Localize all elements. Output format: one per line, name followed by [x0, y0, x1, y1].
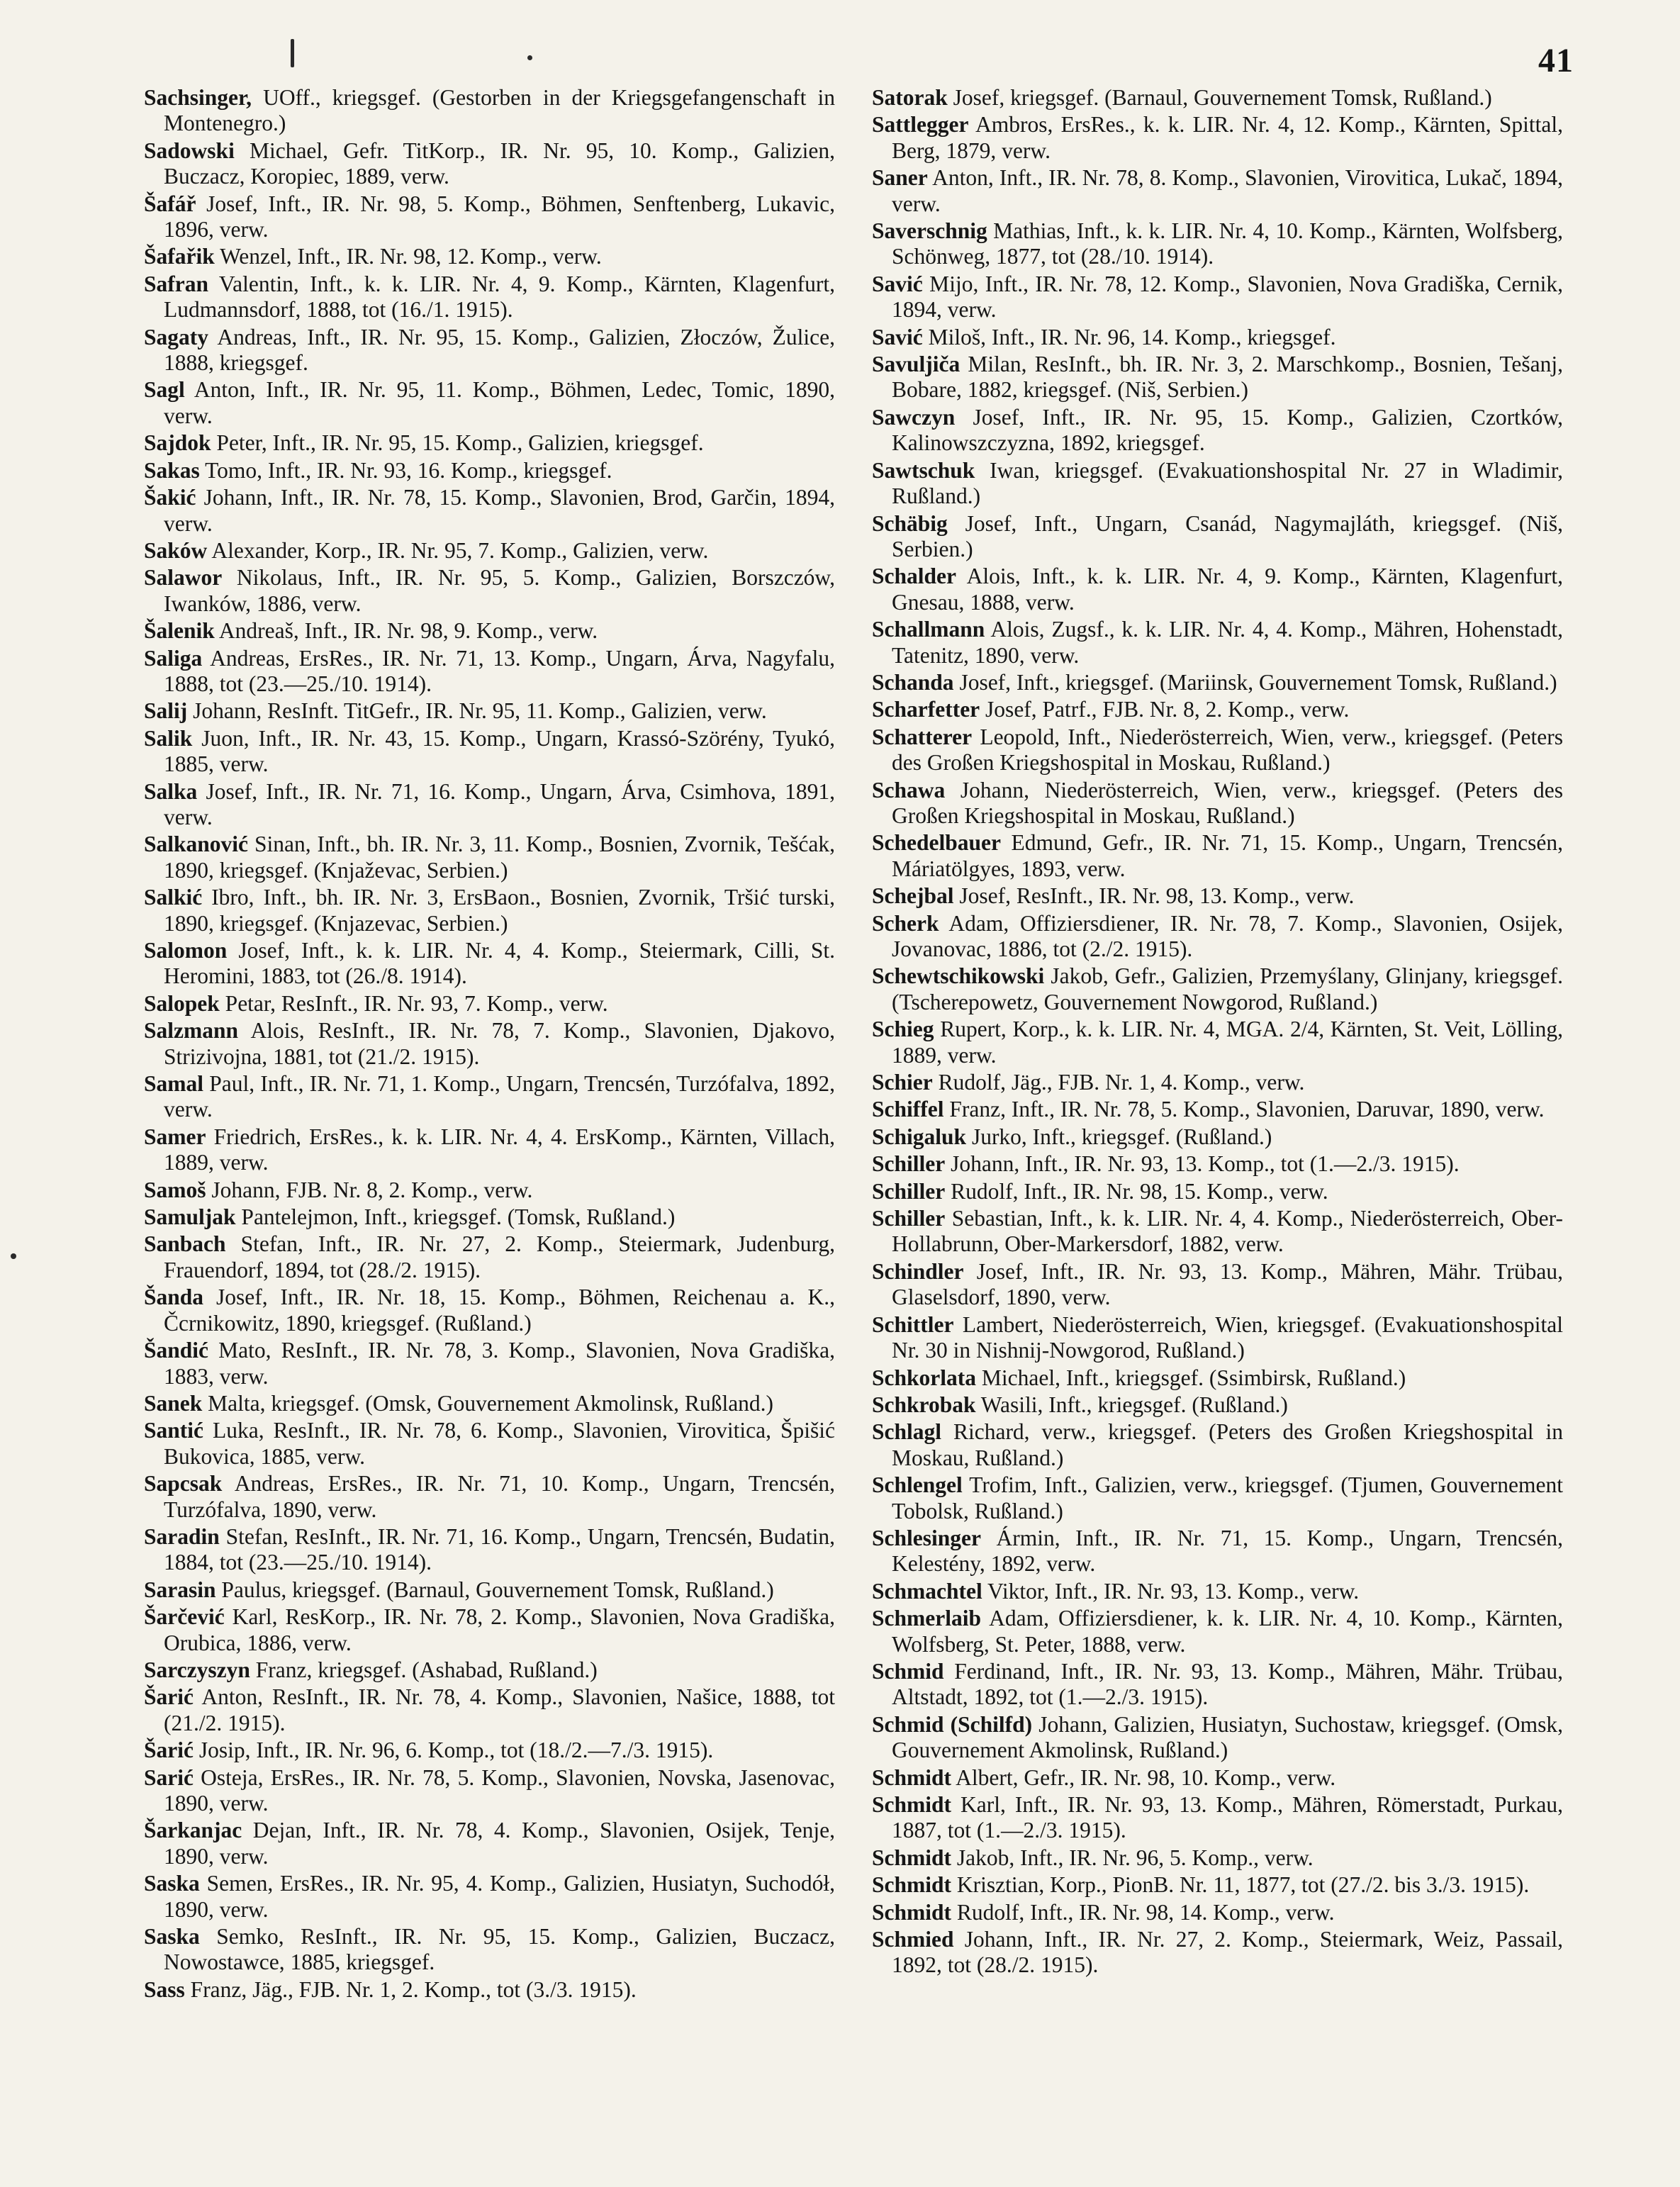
right-column: [872, 85, 1563, 1980]
entry-details: Wenzel, Inft., IR. Nr. 98, 12. Komp., verw.: [214, 244, 602, 269]
entry-details: Wasili, Inft., kriegsgef. (Rußland.): [975, 1392, 1288, 1417]
entry-surname: Šandić: [144, 1338, 209, 1363]
entry: [872, 1659, 1563, 1711]
entry-details: Edmund, Gefr., IR. Nr. 71, 15. Komp., Ungarn, Trencsén, Máriatölgyes, 1893, verw.: [892, 830, 1563, 881]
entry-surname: Schallmann: [872, 617, 985, 642]
entry-surname: Samoš: [144, 1177, 206, 1202]
entry: [872, 1259, 1563, 1311]
entry-surname: Savić: [872, 271, 923, 296]
entry-details: Josef, Inft., IR. Nr. 93, 13. Komp., Mähren, Mähr. Trübau, Glaselsdorf, 1890, verw.: [892, 1258, 1563, 1310]
entry: [144, 1818, 835, 1869]
entry: [144, 1418, 835, 1470]
entry-surname: Šanda: [144, 1285, 204, 1310]
entry: [872, 1927, 1563, 1979]
entry-details: Anton, ResInft., IR. Nr. 78, 4. Komp., Slavonien, Našice, 1888, tot (21./2. 1915).: [164, 1684, 835, 1735]
entry-surname: Saverschnig: [872, 218, 987, 244]
entry-surname: Šafařik: [144, 244, 215, 269]
entry-details: Johann, Inft., IR. Nr. 27, 2. Komp., Steiermark, Weiz, Passail, 1892, tot (28./2. 1915).: [892, 1927, 1563, 1978]
entry: [144, 618, 835, 644]
entry-surname: Schmidt: [872, 1845, 952, 1870]
entry: [144, 138, 835, 190]
entry-surname: Savuljiča: [872, 352, 961, 377]
entry-surname: Schalder: [872, 564, 957, 589]
entry: [872, 1151, 1563, 1177]
entry-surname: Šarčević: [144, 1604, 225, 1630]
entry-surname: Schmidt: [872, 1899, 952, 1925]
entry: [144, 1924, 835, 1976]
entry-surname: Samal: [144, 1071, 204, 1097]
entry: [872, 458, 1563, 510]
entry: [144, 991, 835, 1017]
entry: [872, 1124, 1563, 1150]
entry-details: Jakob, Inft., IR. Nr. 96, 5. Komp., verw.: [951, 1845, 1314, 1870]
entry-surname: Sarić: [144, 1764, 194, 1790]
entry: [872, 1845, 1563, 1871]
entry-surname: Schedelbauer: [872, 830, 1002, 856]
entry-surname: Schanda: [872, 669, 954, 695]
entry: [144, 1124, 835, 1176]
entry-surname: Schatterer: [872, 724, 973, 749]
entry-details: Richard, verw., kriegsgef. (Peters des Großen Kriegshospital in Moskau, Rußland.): [892, 1419, 1563, 1470]
entry-surname: Sarczyszyn: [144, 1657, 250, 1682]
entry-surname: Schlagl: [872, 1419, 942, 1445]
entry: [872, 697, 1563, 722]
entry-details: Juon, Inft., IR. Nr. 43, 15. Komp., Ungarn, Krassó-Szörény, Tyukó, 1885, verw.: [164, 725, 835, 777]
entry-surname: Salomon: [144, 938, 228, 963]
entry-details: Malta, kriegsgef. (Omsk, Gouvernement Akmolinsk, Rußland.): [202, 1390, 774, 1416]
entry-details: Mathias, Inft., k. k. LIR. Nr. 4, 10. Komp., Kärnten, Wolfsberg, Schönweg, 1877, tot (28./10. 1914).: [892, 218, 1563, 269]
entry-details: Mato, ResInft., IR. Nr. 78, 3. Komp., Slavonien, Nova Gradiška, 1883, verw.: [164, 1338, 835, 1389]
entry-surname: Sakas: [144, 457, 200, 483]
entry: [144, 325, 835, 376]
entry: [872, 1365, 1563, 1391]
entry-details: Viktor, Inft., IR. Nr. 93, 13. Komp., verw.: [982, 1578, 1360, 1604]
entry: [872, 85, 1563, 111]
ink-mark: [291, 39, 294, 67]
entry-details: Andreaš, Inft., IR. Nr. 98, 9. Komp., verw.: [214, 618, 598, 644]
entry-surname: Šalenik: [144, 618, 215, 644]
entry-surname: Schmidt: [872, 1764, 952, 1790]
entry: [144, 485, 835, 537]
entry: [144, 698, 835, 724]
entry-details: Andreas, Inft., IR. Nr. 95, 15. Komp., Galizien, Złoczów, Žulice, 1888, kriegsgef.: [164, 324, 835, 376]
entry-surname: Schmid (Schilfd): [872, 1711, 1033, 1737]
entry-surname: Schkrobak: [872, 1392, 976, 1417]
entry-details: Peter, Inft., IR. Nr. 95, 15. Komp., Galizien, kriegsgef.: [211, 430, 704, 456]
entry-details: Josef, Patrf., FJB. Nr. 8, 2. Komp., verw.: [980, 697, 1350, 722]
entry: [872, 1526, 1563, 1577]
entry: [872, 1765, 1563, 1791]
entry-details: Franz, Jäg., FJB. Nr. 1, 2. Komp., tot (3./3. 1915).: [184, 1976, 637, 2002]
entry-surname: Scharfetter: [872, 697, 980, 722]
entry-surname: Santić: [144, 1418, 204, 1443]
entry: [144, 565, 835, 617]
entry-details: Rupert, Korp., k. k. LIR. Nr. 4, MGA. 2/4, Kärnten, St. Veit, Lölling, 1889, verw.: [892, 1017, 1563, 1068]
entry: [144, 726, 835, 778]
entry: [872, 883, 1563, 909]
entry: [144, 1018, 835, 1070]
entry-surname: Sanek: [144, 1390, 203, 1416]
entry: [872, 511, 1563, 563]
entry-surname: Salik: [144, 725, 193, 751]
entry-surname: Schmidt: [872, 1872, 952, 1898]
entry-details: Anton, Inft., IR. Nr. 78, 8. Komp., Slavonien, Virovitica, Lukač, 1894, verw.: [892, 165, 1563, 216]
entry-details: Franz, Inft., IR. Nr. 78, 5. Komp., Slavonien, Daruvar, 1890, verw.: [943, 1097, 1545, 1122]
entry-surname: Schewtschikowski: [872, 963, 1045, 989]
entry-details: Pantelejmon, Inft., kriegsgef. (Tomsk, Rußland.): [235, 1204, 676, 1230]
entry: [144, 538, 835, 564]
entry-details: Sinan, Inft., bh. IR. Nr. 3, 11. Komp., Bosnien, Zvornik, Tešćak, 1890, kriegsgef. (Knjaževac, Serbien.): [164, 832, 835, 883]
entry-surname: Schmidt: [872, 1792, 952, 1817]
entry-details: UOff., kriegsgef. (Gestorben in der Kriegsgefangenschaft in Montenegro.): [164, 85, 835, 136]
entry: [872, 617, 1563, 669]
entry-surname: Schlesinger: [872, 1525, 981, 1550]
entry-details: Josip, Inft., IR. Nr. 96, 6. Komp., tot (18./2.—7./3. 1915).: [193, 1738, 714, 1763]
entry: [144, 272, 835, 323]
entry: [872, 325, 1563, 350]
entry-surname: Saliga: [144, 645, 203, 671]
entry: [872, 352, 1563, 403]
entry-surname: Sajdok: [144, 430, 211, 456]
entry: [144, 832, 835, 883]
entry: [872, 1097, 1563, 1122]
entry-details: Johann, Niederösterreich, Wien, verw., kriegsgef. (Peters des Großen Kriegshospital in Moskau, Rußland.): [892, 777, 1563, 828]
entry-details: Jurko, Inft., kriegsgef. (Rußland.): [966, 1124, 1272, 1149]
entry-surname: Saradin: [144, 1523, 220, 1549]
entry-details: Tomo, Inft., IR. Nr. 93, 16. Komp., kriegsgef.: [199, 457, 612, 483]
entry: [144, 1338, 835, 1389]
page-number: 41: [1538, 42, 1574, 79]
entry-surname: Schiller: [872, 1151, 946, 1177]
entry: [872, 564, 1563, 615]
entry-surname: Schittler: [872, 1311, 954, 1337]
entry-details: Rudolf, Jäg., FJB. Nr. 1, 4. Komp., verw.: [932, 1070, 1305, 1095]
entry: [144, 1471, 835, 1523]
entry: [144, 191, 835, 243]
entry-details: Josef, Inft., IR. Nr. 18, 15. Komp., Böhmen, Reichenau a. K., Čcrnikowitz, 1890, kriegsgef. (Rußland.): [164, 1285, 835, 1336]
entry-surname: Schiffel: [872, 1097, 944, 1122]
entry-details: Johann, Galizien, Husiatyn, Suchostaw, kriegsgef. (Omsk, Gouvernement Akmolinsk, Rußland.): [892, 1711, 1563, 1763]
entry-details: Paulus, kriegsgef. (Barnaul, Gouvernement Tomsk, Rußland.): [215, 1577, 774, 1602]
entry: [144, 430, 835, 456]
entry-surname: Schawa: [872, 777, 946, 802]
entry-details: Rudolf, Inft., IR. Nr. 98, 15. Komp., verw.: [945, 1178, 1328, 1204]
entry-surname: Schier: [872, 1070, 933, 1095]
entry-surname: Salopek: [144, 990, 220, 1016]
entry-details: Krisztian, Korp., PionB. Nr. 11, 1877, tot (27./2. bis 3./3. 1915).: [951, 1872, 1530, 1898]
entry-surname: Schmid: [872, 1658, 944, 1684]
entry: [872, 405, 1563, 457]
entry-details: Luka, ResInft., IR. Nr. 78, 6. Komp., Slavonien, Virovitica, Špišić Bukovica, 1885, verw.: [164, 1418, 835, 1469]
entry-surname: Schlengel: [872, 1472, 963, 1498]
entry-details: Johann, Inft., IR. Nr. 93, 13. Komp., tot (1.—2./3. 1915).: [945, 1151, 1460, 1177]
entry-surname: Saner: [872, 165, 928, 191]
entry-details: Josef, Inft., IR. Nr. 71, 16. Komp., Ungarn, Árva, Csimhova, 1891, verw.: [164, 778, 835, 829]
entry: [872, 1900, 1563, 1925]
entry-details: Mijo, Inft., IR. Nr. 78, 12. Komp., Slavonien, Nova Gradiška, Cernik, 1894, verw.: [892, 271, 1563, 323]
entry-details: Michael, Gefr. TitKorp., IR. Nr. 95, 10. Komp., Galizien, Buczacz, Koropiec, 1889, verw.: [164, 138, 835, 189]
entry: [144, 1684, 835, 1736]
entry-details: Adam, Offiziersdiener, IR. Nr. 78, 7. Komp., Slavonien, Osijek, Jovanovac, 1886, tot (2./2. 1915).: [892, 910, 1563, 961]
entry-surname: Sattlegger: [872, 112, 969, 138]
entry: [872, 1472, 1563, 1524]
entry-surname: Sawtschuk: [872, 457, 975, 483]
entry-surname: Schieg: [872, 1017, 934, 1042]
entry-details: Franz, kriegsgef. (Ashabad, Rußland.): [250, 1657, 598, 1682]
entry-details: Trofim, Inft., Galizien, verw., kriegsgef. (Tjumen, Gouvernement Tobolsk, Rußland.): [892, 1472, 1563, 1523]
entry: [144, 938, 835, 990]
entry-details: Ármin, Inft., IR. Nr. 71, 15. Komp., Ungarn, Trencsén, Kelestény, 1892, verw.: [892, 1525, 1563, 1577]
left-column: [144, 85, 835, 2004]
entry-details: Johann, FJB. Nr. 8, 2. Komp., verw.: [206, 1177, 533, 1202]
entry-details: Ferdinand, Inft., IR. Nr. 93, 13. Komp., Mähren, Mähr. Trübau, Altstadt, 1892, tot (1.—2./3. 1915).: [892, 1658, 1563, 1710]
entry-details: Leopold, Inft., Niederösterreich, Wien, verw., kriegsgef. (Peters des Großen Kriegshospital in Moskau, Rußland.): [892, 724, 1563, 776]
entry-surname: Scherk: [872, 910, 939, 936]
entry-details: Josef, kriegsgef. (Barnaul, Gouvernement Tomsk, Rußland.): [947, 85, 1492, 110]
entry-surname: Salawor: [144, 565, 223, 591]
entry: [144, 377, 835, 429]
entry-details: Alois, Inft., k. k. LIR. Nr. 4, 9. Komp., Kärnten, Klagenfurt, Gnesau, 1888, verw.: [892, 564, 1563, 615]
entry-surname: Salka: [144, 778, 198, 804]
entry-details: Osteja, ErsRes., IR. Nr. 78, 5. Komp., Slavonien, Novska, Jasenovac, 1890, verw.: [164, 1764, 835, 1816]
entry-surname: Saków: [144, 537, 208, 563]
entry-details: Johann, Inft., IR. Nr. 78, 15. Komp., Slavonien, Brod, Garčin, 1894, verw.: [164, 485, 835, 536]
entry: [872, 165, 1563, 217]
entry-surname: Sass: [144, 1976, 185, 2002]
entry: [872, 911, 1563, 963]
entry: [872, 1070, 1563, 1095]
entry-details: Josef, Inft., IR. Nr. 95, 15. Komp., Galizien, Czortków, Kalinowszczyzna, 1892, kriegsgef.: [892, 404, 1563, 456]
entry: [872, 1392, 1563, 1418]
entry-details: Paul, Inft., IR. Nr. 71, 1. Komp., Ungarn, Trencsén, Turzófalva, 1892, verw.: [164, 1071, 835, 1122]
entry-surname: Sagl: [144, 377, 185, 403]
entry-details: Albert, Gefr., IR. Nr. 98, 10. Komp., verw.: [951, 1764, 1336, 1790]
entry: [872, 1419, 1563, 1471]
entry-details: Friedrich, ErsRes., k. k. LIR. Nr. 4, 4. ErsKomp., Kärnten, Villach, 1889, verw.: [164, 1124, 835, 1175]
entry: [144, 1231, 835, 1283]
entry: [144, 458, 835, 483]
entry-surname: Sawczyn: [872, 404, 956, 430]
entry: [872, 1872, 1563, 1898]
ink-dot: [527, 55, 532, 60]
entry: [872, 963, 1563, 1015]
entry-surname: Schmerlaib: [872, 1606, 981, 1631]
entry-details: Anton, Inft., IR. Nr. 95, 11. Komp., Böhmen, Ledec, Tomic, 1890, verw.: [164, 377, 835, 428]
ink-dot: [11, 1253, 16, 1259]
entry-details: Stefan, ResInft., IR. Nr. 71, 16. Komp., Ungarn, Trencsén, Budatin, 1884, tot (23.—25./10. 1914).: [164, 1523, 835, 1575]
entry-details: Stefan, Inft., IR. Nr. 27, 2. Komp., Steiermark, Judenburg, Frauendorf, 1894, tot (28./2. 1915).: [164, 1231, 835, 1282]
entry-details: Michael, Inft., kriegsgef. (Ssimbirsk, Rußland.): [976, 1365, 1406, 1390]
entry-details: Sebastian, Inft., k. k. LIR. Nr. 4, 4. Komp., Niederösterreich, Ober-Hollabrunn, Ober-Markersdorf, 1882, verw.: [892, 1206, 1563, 1257]
entry: [872, 670, 1563, 695]
entry: [872, 1312, 1563, 1364]
entry-surname: Saska: [144, 1924, 200, 1950]
entry-surname: Sagaty: [144, 324, 209, 349]
entry-surname: Salij: [144, 698, 188, 724]
entry: [144, 885, 835, 936]
entry-surname: Savić: [872, 324, 923, 349]
entry-details: Iwan, kriegsgef. (Evakuationshospital Nr. 27 in Wladimir, Rußland.): [892, 457, 1563, 509]
entry: [872, 1017, 1563, 1068]
entry: [144, 1604, 835, 1656]
entry: [144, 1765, 835, 1817]
entry: [144, 1178, 835, 1203]
entry-surname: Salzmann: [144, 1018, 239, 1044]
entry-surname: Sarasin: [144, 1577, 216, 1602]
entry-surname: Schejbal: [872, 883, 954, 909]
entry-details: Ibro, Inft., bh. IR. Nr. 3, ErsBaon., Bosnien, Zvornik, Tršić turski, 1890, kriegsgef. (Knjazevac, Serbien.): [164, 885, 835, 936]
entry-details: Miloš, Inft., IR. Nr. 96, 14. Komp., kriegsgef.: [922, 324, 1336, 349]
entry-surname: Schiller: [872, 1206, 946, 1231]
entry-surname: Salkić: [144, 885, 203, 910]
entry: [144, 1285, 835, 1336]
entry: [872, 830, 1563, 882]
entry-surname: Schmied: [872, 1927, 954, 1952]
entry-surname: Sanbach: [144, 1231, 226, 1257]
entry: [872, 1179, 1563, 1204]
entry-details: Josef, Inft., k. k. LIR. Nr. 4, 4. Komp., Steiermark, Cilli, St. Heromini, 1883, tot (26./8. 1914).: [164, 938, 835, 989]
entry: [144, 1577, 835, 1603]
entry-details: Johann, ResInft. TitGefr., IR. Nr. 95, 11. Komp., Galizien, verw.: [187, 698, 767, 724]
entry: [144, 85, 835, 137]
entry-surname: Šarkanjac: [144, 1818, 242, 1843]
entry-details: Adam, Offiziersdiener, k. k. LIR. Nr. 4, 10. Komp., Kärnten, Wolfsberg, St. Peter, 1888, verw.: [892, 1606, 1563, 1657]
entry-surname: Šarić: [144, 1684, 194, 1710]
entry-details: Andreas, ErsRes., IR. Nr. 71, 10. Komp., Ungarn, Trencsén, Turzófalva, 1890, verw.: [164, 1471, 835, 1522]
entry-surname: Šafář: [144, 191, 196, 216]
entry-surname: Satorak: [872, 85, 948, 110]
entry: [144, 1524, 835, 1576]
entry-details: Milan, ResInft., bh. IR. Nr. 3, 2. Marschkomp., Bosnien, Tešanj, Bobare, 1882, kriegsgef. (Niš, Serbien.): [892, 352, 1563, 403]
entry-details: Josef, Inft., Ungarn, Csanád, Nagymajláth, kriegsgef. (Niš, Serbien.): [892, 510, 1563, 561]
entry-details: Alois, ResInft., IR. Nr. 78, 7. Komp., Slavonien, Djakovo, Strizivojna, 1881, tot (21./2. 1915).: [164, 1018, 835, 1069]
entry-details: Karl, ResKorp., IR. Nr. 78, 2. Komp., Slavonien, Nova Gradiška, Orubica, 1886, verw.: [164, 1604, 835, 1655]
entry: [872, 1579, 1563, 1604]
entry: [872, 218, 1563, 270]
entry: [872, 272, 1563, 323]
entry-details: Alois, Zugsf., k. k. LIR. Nr. 4, 4. Komp., Mähren, Hohenstadt, Tatenitz, 1890, verw.: [892, 617, 1563, 668]
entry-surname: Safran: [144, 271, 209, 296]
entry: [144, 1204, 835, 1230]
entry: [144, 646, 835, 698]
entry: [872, 1792, 1563, 1844]
entry: [144, 1391, 835, 1416]
entry-details: Lambert, Niederösterreich, Wien, kriegsgef. (Evakuationshospital Nr. 30 in Nishnij-Nowgorod, Rußland.): [892, 1311, 1563, 1363]
entry: [872, 725, 1563, 776]
entry-details: Dejan, Inft., IR. Nr. 78, 4. Komp., Slavonien, Osijek, Tenje, 1890, verw.: [164, 1818, 835, 1869]
entry-surname: Schigaluk: [872, 1124, 967, 1149]
entry-surname: Salkanović: [144, 832, 249, 857]
entry: [144, 1977, 835, 2003]
entry-details: Josef, Inft., IR. Nr. 98, 5. Komp., Böhmen, Senftenberg, Lukavic, 1896, verw.: [164, 191, 835, 242]
entry-surname: Saska: [144, 1871, 200, 1896]
entry-surname: Samer: [144, 1124, 206, 1149]
entry-details: Andreas, ErsRes., IR. Nr. 71, 13. Komp., Ungarn, Árva, Nagyfalu, 1888, tot (23.—25./10. 1914).: [164, 645, 835, 696]
entry-surname: Sachsinger,: [144, 85, 252, 110]
entry-surname: Schindler: [872, 1258, 964, 1284]
entry-details: Josef, Inft., kriegsgef. (Mariinsk, Gouvernement Tomsk, Rußland.): [953, 669, 1557, 695]
entry-surname: Schäbig: [872, 510, 948, 536]
entry: [144, 1071, 835, 1123]
entry-details: Petar, ResInft., IR. Nr. 93, 7. Komp., verw.: [219, 990, 608, 1016]
entry: [144, 1738, 835, 1763]
entry-details: Ambros, ErsRes., k. k. LIR. Nr. 4, 12. Komp., Kärnten, Spittal, Berg, 1879, verw.: [892, 112, 1563, 163]
entry: [872, 112, 1563, 164]
entry: [872, 1712, 1563, 1764]
entry: [144, 779, 835, 831]
entry: [872, 1206, 1563, 1258]
entry-surname: Šarić: [144, 1738, 194, 1763]
entry: [144, 244, 835, 269]
entry-details: Valentin, Inft., k. k. LIR. Nr. 4, 9. Komp., Kärnten, Klagenfurt, Ludmannsdorf, 1888, tot (16./1. 1915).: [164, 271, 835, 323]
entry: [144, 1871, 835, 1923]
entry-details: Alexander, Korp., IR. Nr. 95, 7. Komp., Galizien, verw.: [207, 537, 709, 563]
entry-details: Karl, Inft., IR. Nr. 93, 13. Komp., Mähren, Römerstadt, Purkau, 1887, tot (1.—2./3. 1915).: [892, 1792, 1563, 1843]
entry-surname: Sapcsak: [144, 1471, 223, 1497]
entry-details: Jakob, Gefr., Galizien, Przemyślany, Glinjany, kriegsgef. (Tscherepowetz, Gouvernement Nowgorod, Rußland.): [892, 963, 1563, 1014]
entry: [872, 1606, 1563, 1657]
entry: [872, 778, 1563, 829]
entry-details: Rudolf, Inft., IR. Nr. 98, 14. Komp., verw.: [951, 1899, 1335, 1925]
entry-details: Semen, ErsRes., IR. Nr. 95, 4. Komp., Galizien, Husiatyn, Suchodół, 1890, verw.: [164, 1871, 835, 1922]
entry: [144, 1657, 835, 1683]
entry-surname: Schiller: [872, 1178, 946, 1204]
entry-details: Nikolaus, Inft., IR. Nr. 95, 5. Komp., Galizien, Borszczów, Iwanków, 1886, verw.: [164, 565, 835, 616]
entry-surname: Samuljak: [144, 1204, 236, 1230]
entry-surname: Schmachtel: [872, 1578, 982, 1604]
entry-surname: Sadowski: [144, 138, 235, 163]
entry-details: Semko, ResInft., IR. Nr. 95, 15. Komp., Galizien, Buczacz, Nowostawce, 1885, kriegsgef.: [164, 1924, 835, 1975]
entry-surname: Šakić: [144, 485, 196, 510]
entry-surname: Schkorlata: [872, 1365, 977, 1390]
entry-details: Josef, ResInft., IR. Nr. 98, 13. Komp., verw.: [953, 883, 1355, 909]
